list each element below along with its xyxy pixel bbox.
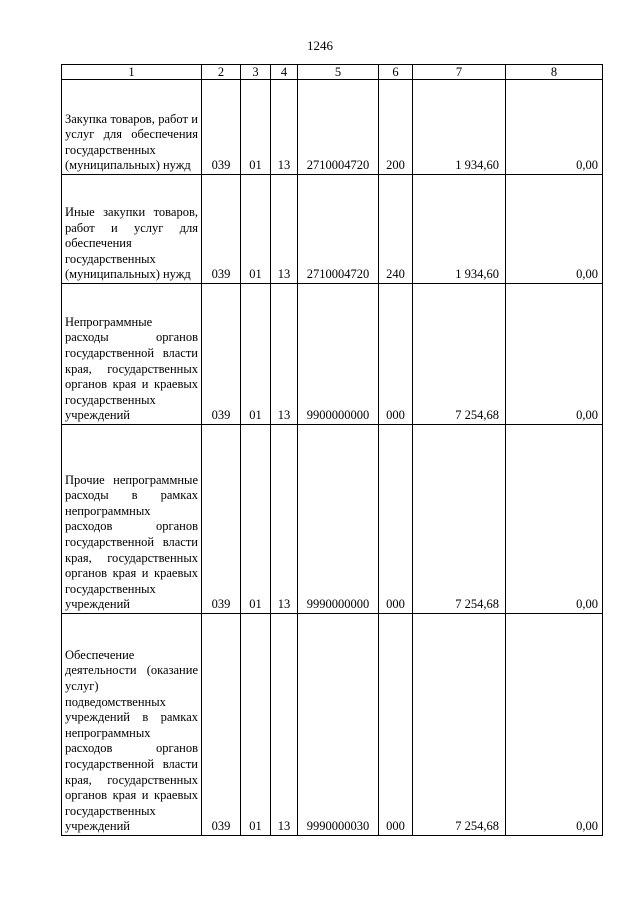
amount-col8: 0,00 [506, 284, 603, 425]
target-article-code: 9900000000 [298, 284, 379, 425]
column-header-3: 3 [241, 65, 271, 80]
column-header-1: 1 [62, 65, 202, 80]
ministry-code: 039 [202, 175, 241, 284]
section-code: 01 [241, 614, 271, 836]
expense-type-code: 240 [379, 175, 413, 284]
subsection-code: 13 [271, 284, 298, 425]
amount-col7: 7 254,68 [413, 284, 506, 425]
section-code: 01 [241, 284, 271, 425]
section-code: 01 [241, 80, 271, 175]
target-article-code: 9990000030 [298, 614, 379, 836]
column-header-6: 6 [379, 65, 413, 80]
expense-type-code: 200 [379, 80, 413, 175]
ministry-code: 039 [202, 614, 241, 836]
expense-name: Закупка товаров, работ и услуг для обеспечения государственных (муниципальных) нужд [62, 80, 202, 175]
column-header-8: 8 [506, 65, 603, 80]
table-row [62, 614, 603, 836]
table-row [62, 284, 603, 425]
amount-col7: 1 934,60 [413, 80, 506, 175]
ministry-code: 039 [202, 80, 241, 175]
amount-col7: 7 254,68 [413, 614, 506, 836]
column-header-5: 5 [298, 65, 379, 80]
subsection-code: 13 [271, 425, 298, 614]
target-article-code: 2710004720 [298, 80, 379, 175]
subsection-code: 13 [271, 175, 298, 284]
amount-col8: 0,00 [506, 614, 603, 836]
header-row [62, 65, 603, 80]
amount-col7: 7 254,68 [413, 425, 506, 614]
table-body [62, 80, 603, 836]
amount-col8: 0,00 [506, 425, 603, 614]
amount-col7: 1 934,60 [413, 175, 506, 284]
expense-name: Прочие непрограммные расходы в рамках непрограммных расходов органов государственной власти края, государственных органов края и краевых государственных учреждений [62, 425, 202, 614]
table-row [62, 175, 603, 284]
subsection-code: 13 [271, 80, 298, 175]
section-code: 01 [241, 425, 271, 614]
target-article-code: 9990000000 [298, 425, 379, 614]
amount-col8: 0,00 [506, 80, 603, 175]
column-header-7: 7 [413, 65, 506, 80]
expense-name: Непрограммные расходы органов государственной власти края, государственных органов края и краевых государственных учреждений [62, 284, 202, 425]
table-row [62, 425, 603, 614]
column-header-2: 2 [202, 65, 241, 80]
ministry-code: 039 [202, 425, 241, 614]
amount-col8: 0,00 [506, 175, 603, 284]
expense-type-code: 000 [379, 425, 413, 614]
expense-name: Обеспечение деятельности (оказание услуг) подведомственных учреждений в рамках непрограммных расходов органов государственной власти края, государственных органов края и краевых государственных учреждений [62, 614, 202, 836]
budget-table [61, 64, 603, 836]
table-row [62, 80, 603, 175]
subsection-code: 13 [271, 614, 298, 836]
expense-type-code: 000 [379, 614, 413, 836]
expense-name: Иные закупки товаров, работ и услуг для обеспечения государственных (муниципальных) нужд [62, 175, 202, 284]
column-header-4: 4 [271, 65, 298, 80]
target-article-code: 2710004720 [298, 175, 379, 284]
table-header [62, 65, 603, 80]
ministry-code: 039 [202, 284, 241, 425]
expense-type-code: 000 [379, 284, 413, 425]
section-code: 01 [241, 175, 271, 284]
page-number: 1246 [307, 38, 333, 53]
